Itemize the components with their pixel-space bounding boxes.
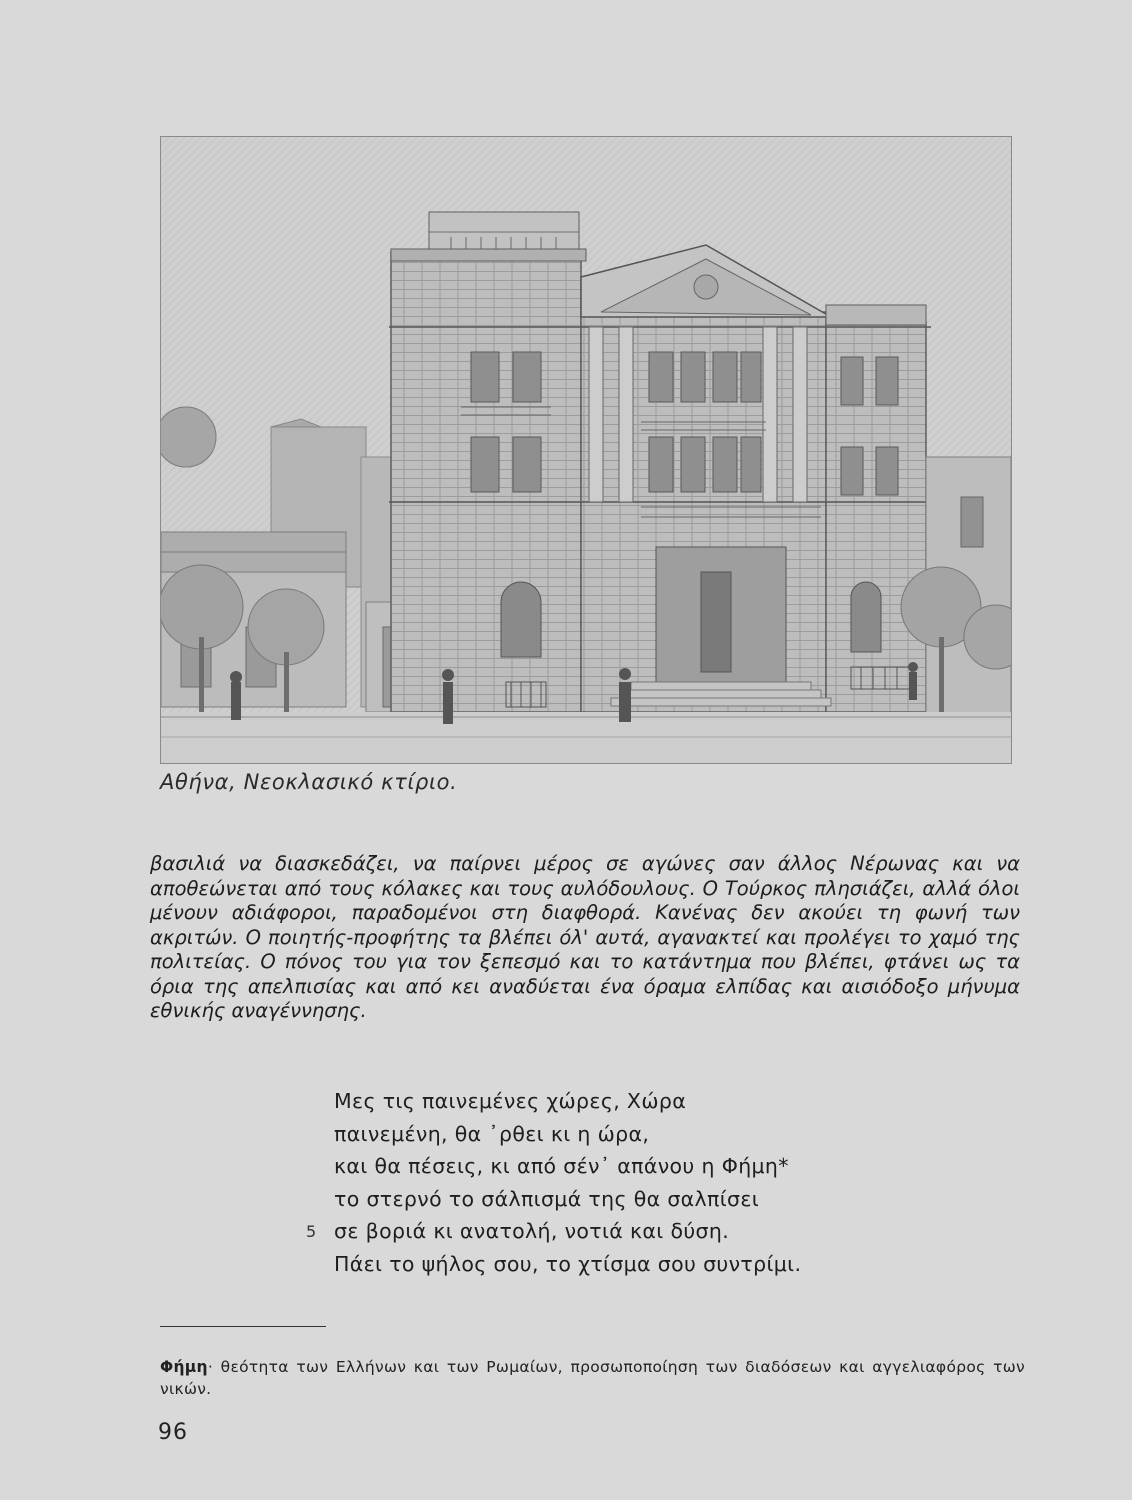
poem-line-text: και θα πέσεις, κι από σέν᾽ απάνου η Φήμη* [334,1154,789,1178]
poem-line-text: παινεμένη, θα ᾽ρθει κι η ώρα, [334,1121,650,1146]
footnote-text: θεότητα των Ελλήνων και των Ρωμαίων, προσωποποίηση των διαδόσεων και αγγελιαφόρος των νικών. [160,1358,1025,1398]
poem-line [300,1118,920,1151]
poem-line [300,1150,920,1183]
neoclassical-building-drawing [161,137,1011,763]
body-paragraph: βασιλιά να διασκεδάζει, να παίρνει μέρος σε αγώνες σαν άλλος Νέρωνας και να αποθεώνεται από τους κόλακες και τους αυλόδουλους. Ο Τούρκος πλησιάζει, αλλά όλοι μένουν αδιάφοροι, παραδομένοι στη διαφθορά. Κανένας δεν ακούει τη φωνή των ακριτών. Ο ποιητής-προφήτης τα βλέπει όλ' αυτά, αγανακτεί και προλέγει το χαμό της πολιτείας. Ο πόνος του για τον ξεπεσμό και το κατάντημα που βλέπει, φτάνει ως τα όρια της απελπισίας και από κει αναδύεται ένα όραμα ελπίδας και αισιόδοξο μήνυμα εθνικής αναγέννησης. [150,852,1020,1022]
figure-caption: Αθήνα, Νεοκλασικό κτίριο. [160,770,458,794]
poem-line-text: σε βοριά κι ανατολή, νοτιά και δύση. [334,1219,730,1243]
poem-line-text: το στερνό το σάλπισμά της θα σαλπίσει [334,1186,760,1211]
footnote-separator: · [207,1358,214,1376]
poem-line [300,1085,920,1118]
footnote [160,1356,1025,1400]
poem-line-text: Πάει το ψήλος σου, το χτίσμα σου συντρίμι. [334,1251,802,1276]
footnote-rule [160,1326,326,1327]
poem-line [300,1183,920,1216]
poem-line [300,1248,920,1281]
line-number: 5 [306,1222,317,1241]
page-number: 96 [158,1420,188,1445]
poem-line-text: Μες τις παινεμένες χώρες, Χώρα [334,1089,687,1113]
footnote-term: Φήμη [160,1358,208,1376]
poem [300,1085,920,1280]
poem-line [300,1215,920,1248]
building-illustration [160,136,1012,764]
